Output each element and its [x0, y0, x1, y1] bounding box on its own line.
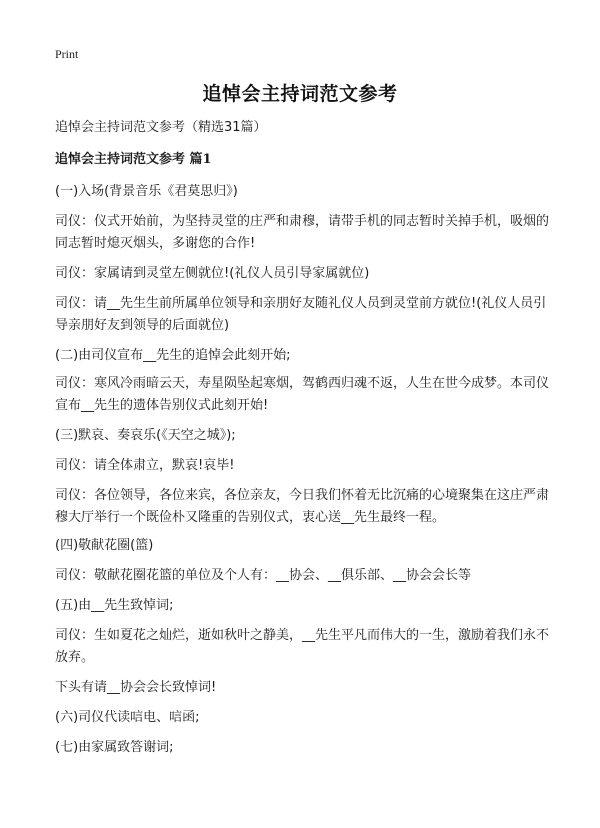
- document-title: 追悼会主持词范文参考: [202, 83, 398, 105]
- paragraph: (六)司仪代读唁电、唁函;: [55, 710, 200, 725]
- paragraph: 司仪：请全体肃立，默哀!哀毕!: [55, 458, 235, 473]
- paragraph: 司仪：仪式开始前，为坚持灵堂的庄严和肃穆，请带手机的同志暂时关掉手机，吸烟的同志暂时熄灭烟头，多谢您的合作!: [55, 214, 550, 251]
- paragraph: (二)由司仪宣布__先生的追悼会此刻开始;: [55, 348, 291, 363]
- document-subtitle: 追悼会主持词范文参考（精选31篇）: [55, 120, 267, 135]
- paragraph: 司仪：寒风冷雨暗云天，寿星陨坠起寒烟，驾鹤西归魂不返，人生在世今成梦。本司仪宣布__先生的遗体告别仪式此刻开始!: [55, 376, 550, 413]
- paragraph: 司仪：请__先生生前所属单位领导和亲朋好友随礼仪人员到灵堂前方就位!(礼仪人员引导亲朋好友到领导的后面就位): [55, 296, 547, 333]
- paragraph: (三)默哀、奏哀乐(《天空之城》);: [55, 428, 236, 443]
- section-heading: 追悼会主持词范文参考 篇1: [55, 152, 212, 167]
- paragraph: 下头有请__协会会长致悼词!: [55, 680, 217, 695]
- paragraph: 司仪：敬献花圈花篮的单位及个人有：__协会、__俱乐部、__协会会长等: [55, 568, 472, 583]
- paragraph: 司仪：生如夏花之灿烂，逝如秋叶之静美，__先生平凡而伟大的一生，激励着我们永不放弃。: [55, 628, 550, 665]
- paragraph: 司仪：家属请到灵堂左侧就位!(礼仪人员引导家属就位): [55, 266, 370, 281]
- paragraph: 司仪：各位领导，各位来宾，各位亲友，今日我们怀着无比沉痛的心境聚集在这庄严肃穆大厅举行一个既俭朴又隆重的告别仪式，衷心送__先生最终一程。: [55, 488, 550, 525]
- print-label: Print: [55, 47, 79, 61]
- paragraph: (五)由__先生致悼词;: [55, 598, 174, 613]
- paragraph: (一)入场(背景音乐《君莫思归》): [55, 184, 238, 199]
- paragraph: (七)由家属致答谢词;: [55, 740, 174, 755]
- paragraph: (四)敬献花圈(篮): [55, 538, 154, 553]
